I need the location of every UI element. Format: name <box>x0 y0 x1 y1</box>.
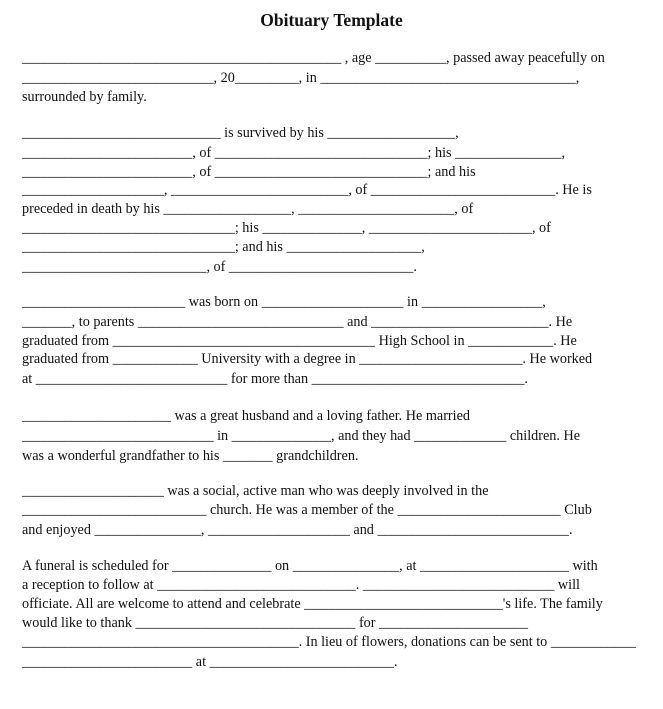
document-title: Obituary Template <box>260 10 403 30</box>
text-line: __________________________ church. He was a member of the _______________________ Club <box>22 502 592 518</box>
text-line: _______, to parents _____________________________ and _________________________. He <box>22 314 573 330</box>
text-line: _______________________________________. In lieu of flowers, donations can be sent to ____________ <box>22 634 636 650</box>
text-line: preceded in death by his __________________, ______________________, of <box>22 201 474 217</box>
text-line: ____________________ was a social, active man who was deeply involved in the <box>22 483 489 499</box>
text-line: at ___________________________ for more than ______________________________. <box>22 371 528 387</box>
text-line: graduated from _____________________________________ High School in ____________. He <box>22 333 577 349</box>
text-line: ________________________ at __________________________. <box>22 654 398 670</box>
text-line: ___________________________, 20_________, in ____________________________________, <box>22 70 580 86</box>
text-line: _____________________________________________ , age __________, passed away peacefully on <box>22 50 605 66</box>
text-line: ____________________, _________________________, of __________________________. He is <box>22 182 592 198</box>
text-line: ____________________________ is survived by his __________________, <box>22 125 459 141</box>
text-line: ___________________________ in ______________, and they had _____________ children. He <box>22 428 580 444</box>
text-line: officiate. All are welcome to attend and celebrate ____________________________'s life. The family <box>22 596 603 612</box>
text-line: __________________________, of __________________________. <box>22 259 417 275</box>
text-line: graduated from ____________ University with a degree in _______________________. He worked <box>22 351 593 367</box>
text-line: A funeral is scheduled for ______________ on _______________, at _____________________ with <box>22 558 598 574</box>
text-line: surrounded by family. <box>22 89 147 105</box>
text-line: ______________________________; and his ___________________, <box>22 239 425 255</box>
text-line: would like to thank _______________________________ for _____________________ <box>22 615 528 631</box>
text-line: ________________________, of ______________________________; his _______________, <box>22 145 566 161</box>
text-line: was a wonderful grandfather to his _______ grandchildren. <box>22 448 359 464</box>
text-line: a reception to follow at ____________________________. ___________________________ will <box>22 577 580 593</box>
text-line: _______________________ was born on ____________________ in _________________, <box>22 294 546 310</box>
text-line: _____________________ was a great husband and a loving father. He married <box>22 408 470 424</box>
text-line: and enjoyed _______________, ____________________ and ___________________________. <box>22 522 573 538</box>
text-line: ______________________________; his ______________, _______________________, of <box>22 220 551 236</box>
text-line: ________________________, of ______________________________; and his <box>22 164 476 180</box>
